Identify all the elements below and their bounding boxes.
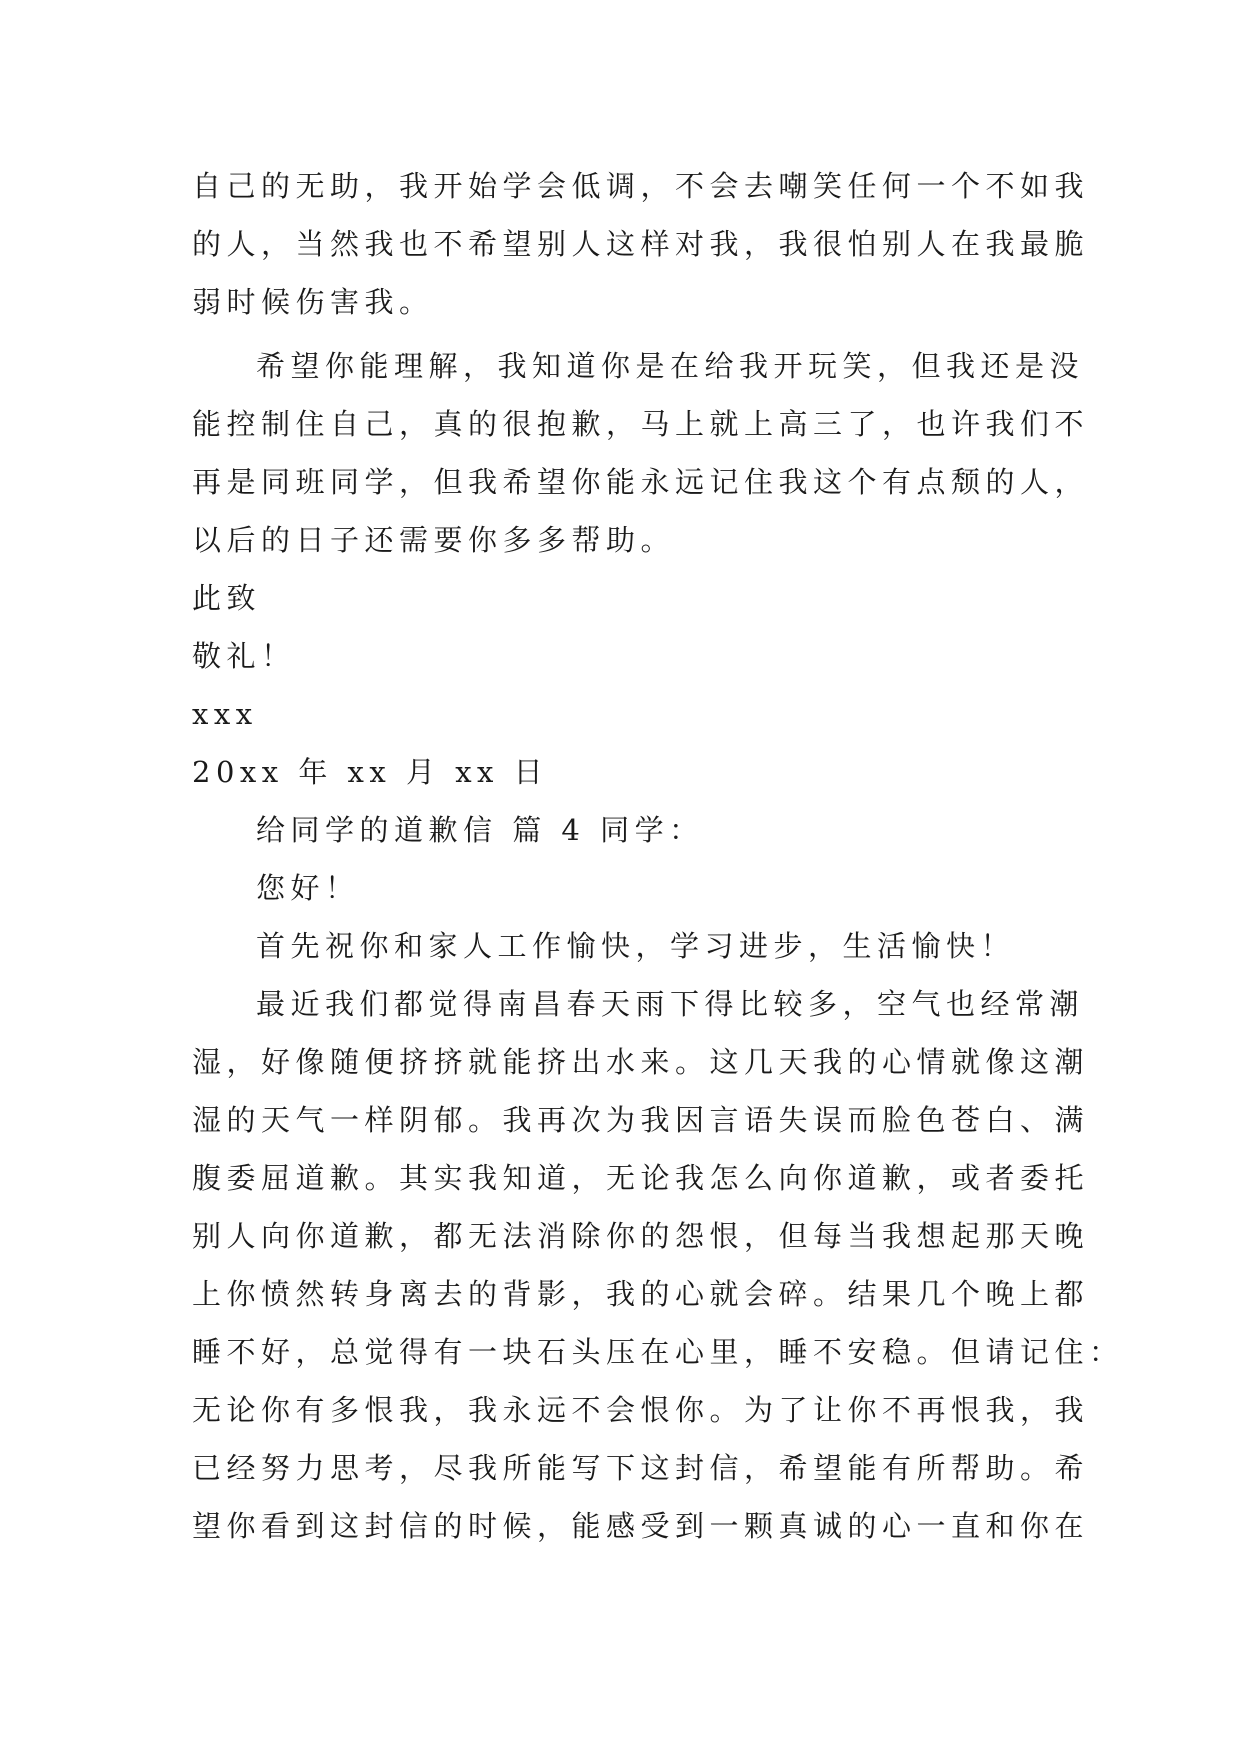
text-line: 能控制住自己，真的很抱歉，马上就上高三了，也许我们不 xyxy=(192,407,1090,441)
text-line: 上你愤然转身离去的背影，我的心就会碎。结果几个晚上都 xyxy=(192,1277,1090,1311)
text-line: 以后的日子还需要你多多帮助。 xyxy=(192,523,676,557)
salutation-line: 敬礼！ xyxy=(192,639,296,673)
text-line: 睡不好，总觉得有一块石头压在心里，睡不安稳。但请记住： xyxy=(192,1335,1124,1369)
text-line: 的人，当然我也不希望别人这样对我，我很怕别人在我最脆 xyxy=(192,227,1090,261)
text-line: 别人向你道歉，都无法消除你的怨恨，但每当我想起那天晚 xyxy=(192,1219,1090,1253)
text-line: 首先祝你和家人工作愉快，学习进步，生活愉快！ xyxy=(256,929,1016,963)
document-page xyxy=(192,157,1124,1555)
text-line: 腹委屈道歉。其实我知道，无论我怎么向你道歉，或者委托 xyxy=(192,1161,1090,1195)
text-line: 最近我们都觉得南昌春天雨下得比较多，空气也经常潮 xyxy=(256,987,1085,1021)
text-line: 已经努力思考，尽我所能写下这封信，希望能有所帮助。希 xyxy=(192,1451,1090,1485)
signature-line: xxx xyxy=(192,697,258,731)
text-line: 弱时候伤害我。 xyxy=(192,285,434,319)
text-line: 望你看到这封信的时候，能感受到一颗真诚的心一直和你在 xyxy=(192,1509,1090,1543)
text-line: 湿的天气一样阴郁。我再次为我因言语失误而脸色苍白、满 xyxy=(192,1103,1090,1137)
text-line: 湿，好像随便挤挤就能挤出水来。这几天我的心情就像这潮 xyxy=(192,1045,1090,1079)
closing-line: 此致 xyxy=(192,581,262,615)
text-line: 无论你有多恨我，我永远不会恨你。为了让你不再恨我，我 xyxy=(192,1393,1090,1427)
text-line: 再是同班同学，但我希望你能永远记住我这个有点颓的人， xyxy=(192,465,1090,499)
text-line: 希望你能理解，我知道你是在给我开玩笑，但我还是没 xyxy=(256,349,1085,383)
text-line: 自己的无助，我开始学会低调，不会去嘲笑任何一个不如我 xyxy=(192,169,1090,203)
section-heading: 给同学的道歉信 篇 4 同学： xyxy=(256,813,704,847)
date-line: 20xx 年 xx 月 xx 日 xyxy=(192,755,549,789)
greeting-line: 您好！ xyxy=(256,871,360,905)
